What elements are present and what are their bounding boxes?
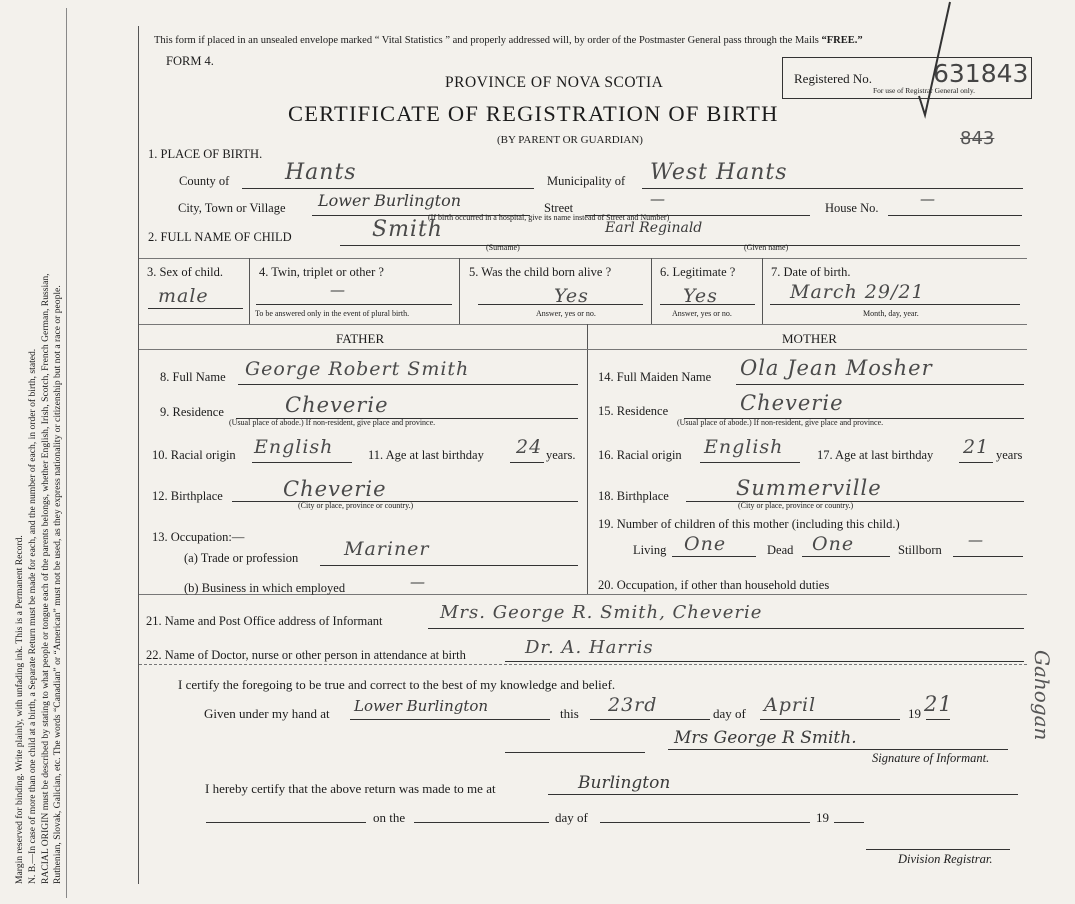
box-divider-2 [459,258,460,324]
doctor-value: Dr. A. Harris [525,637,654,658]
municipality-value: West Hants [650,160,788,185]
registrar-note: For use of Registrar General only. [873,86,975,95]
mother-age-line [959,462,993,463]
blank-line [505,752,645,753]
postal-notice: This form if placed in an unsealed envelope marked “ Vital Statistics ” and properly addressed will, by order of the Postmaster General pass through the Mails “FREE.” [154,35,863,46]
struck-number: 843 [960,128,995,149]
mother-birthplace-label: 18. Birthplace [598,489,669,503]
side-signature: Gahogan [1030,650,1054,741]
mother-residence-note: (Usual place of abode.) If non-resident, give place and province. [677,418,884,427]
on-the-label: on the [373,810,406,825]
year-prefix: 19 [908,706,921,721]
stillborn-line [953,556,1023,557]
page-title: CERTIFICATE OF REGISTRATION OF BIRTH [288,101,779,126]
father-trade-label: (a) Trade or profession [184,551,299,565]
mother-heading: MOTHER [782,331,837,346]
surname-note: (Surname) [486,243,520,252]
twin-line [256,304,452,305]
registrar-place-value: Burlington [578,773,671,793]
informant-signature: Mrs George R Smith. [674,728,857,748]
father-name-value: George Robert Smith [245,358,470,380]
parent-heading-rule [139,349,1027,350]
box-divider-4 [762,258,763,324]
given-place-value: Lower Burlington [354,697,489,715]
mother-occupation-label: 20. Occupation, if other than household duties [598,578,830,592]
registered-number: 631843 [933,59,1029,88]
father-residence-note: (Usual place of abode.) If non-resident, give place and province. [229,418,436,427]
twin-label: 4. Twin, triplet or other ? [259,265,384,279]
informant-label: 21. Name and Post Office address of Informant [146,614,383,628]
day-line [590,719,710,720]
province-heading: PROVINCE OF NOVA SCOTIA [445,74,664,91]
form-number: FORM 4. [166,54,214,68]
certify-text: I certify the foregoing to be true and correct to the best of my knowledge and belief. [178,677,616,692]
father-occupation-label: 13. Occupation:— [152,530,245,544]
house-value: — [920,190,935,208]
child-given-value: Earl Reginald [605,220,703,236]
signature-label: Signature of Informant. [872,751,990,765]
child-surname-value: Smith [372,217,443,242]
signature-line [668,749,1008,750]
mother-racial-label: 16. Racial origin [598,448,682,462]
alive-value: Yes [554,285,589,307]
registrar-check-mark [915,0,955,120]
father-heading: FATHER [336,331,385,346]
doctor-line [505,661,1024,662]
on-the-line [414,822,549,823]
father-racial-value: English [254,436,334,458]
living-value: One [684,533,727,555]
father-business-value: — [410,573,425,591]
father-residence-value: Cheverie [285,393,389,417]
registrar-text: I hereby certify that the above return was made to me at [205,781,496,796]
registrar-year-line [834,822,864,823]
father-age-line [510,462,544,463]
certify-month-value: April [764,694,817,716]
box-divider-1 [249,258,250,324]
date-line [770,304,1020,305]
given-label: Given under my hand at [204,706,330,721]
box-divider-3 [651,258,652,324]
registrar-year-prefix: 19 [816,810,829,825]
county-label: County of [179,174,230,188]
margin-line-4: Ruthenian, Slovak, Galician, etc. The words “Canadian” or “American” must not be used, as they express nationality or citizenship but not a race or people. [52,285,64,884]
house-line [888,215,1022,216]
free-label: “FREE.” [821,35,863,46]
twin-note: To be answered only in the event of plural birth. [255,309,410,318]
father-residence-label: 9. Residence [160,405,224,419]
dead-line [802,556,890,557]
street-value: — [650,190,665,208]
margin-line-3: RACIAL ORIGIN must be described by stating to what people or tongue each of the parents belongs, whether English, Irish, Scotch, French German, Russian, [39,273,51,884]
margin-line-2: N. B.—In case of more than one child at a birth, a Separate Return must be made for each, and the number of each, in order of birth, stated. [26,348,38,884]
municipality-line [642,188,1023,189]
date-label: 7. Date of birth. [771,265,851,279]
father-birthplace-label: 12. Birthplace [152,489,223,503]
certify-year-value: 21 [924,692,953,716]
county-line [242,188,534,189]
mother-years-label: years [996,448,1023,462]
informant-line [428,628,1024,629]
stillborn-label: Stillborn [898,543,942,557]
house-label: House No. [825,201,879,215]
father-age-value: 24 [516,436,543,458]
mother-residence-label: 15. Residence [598,404,669,418]
place-heading: 1. PLACE OF BIRTH. [148,147,263,161]
stillborn-value: — [968,531,983,549]
doctor-label: 22. Name of Doctor, nurse or other person in attendance at birth [146,648,466,662]
this-label: this [560,706,579,721]
street-label: Street [544,201,574,215]
year-line [926,719,950,720]
dead-value: One [812,533,855,555]
registration-box [782,57,1032,99]
certify-divider [139,664,1027,665]
mother-age-value: 21 [963,436,990,458]
mother-birthplace-line [686,501,1024,502]
margin-rule [66,8,67,898]
mother-name-line [736,384,1024,385]
day-of-label: day of [713,706,746,721]
city-label: City, Town or Village [178,201,286,215]
father-racial-line [252,462,352,463]
living-line [672,556,756,557]
father-birthplace-value: Cheverie [283,477,387,501]
county-value: Hants [285,160,357,185]
registrar-month-line [600,822,810,823]
child-name-label: 2. FULL NAME OF CHILD [148,230,292,244]
sex-value: male [158,285,209,307]
parent-divider [587,324,588,594]
row-rule-top [139,258,1027,259]
registrar-blank-line [206,822,366,823]
father-name-line [238,384,578,385]
form-left-border [138,26,139,884]
registered-no-label: Registered No. [794,71,872,86]
legitimate-value: Yes [683,285,718,307]
informant-value: Mrs. George R. Smith, Cheverie [440,602,763,623]
mother-racial-value: English [704,436,784,458]
registrar-signature-label: Division Registrar. [898,852,993,866]
registrar-place-line [548,794,1018,795]
mother-birthplace-value: Summerville [736,476,882,500]
child-name-line [340,245,1020,246]
mother-name-label: 14. Full Maiden Name [598,370,712,384]
hospital-note: (If birth occurred in a hospital, give its name instead of Street and Number) [428,213,670,222]
mother-age-label: 17. Age at last birthday [817,448,934,462]
mother-children-label: 19. Number of children of this mother (including this child.) [598,517,900,531]
sex-line [148,308,243,309]
alive-label: 5. Was the child born alive ? [469,265,612,279]
father-name-label: 8. Full Name [160,370,226,384]
father-birthplace-note: (City or place, province or country.) [298,501,414,510]
margin-instructions [14,24,65,884]
alive-note: Answer, yes or no. [536,309,596,318]
mother-residence-value: Cheverie [740,391,844,415]
legitimate-note: Answer, yes or no. [672,309,732,318]
father-racial-label: 10. Racial origin [152,448,236,462]
mother-racial-line [700,462,800,463]
living-label: Living [633,543,667,557]
page-subtitle: (BY PARENT OR GUARDIAN) [497,134,643,146]
given-note: (Given name) [744,243,789,252]
date-note: Month, day, year. [863,309,919,318]
date-value: March 29/21 [790,281,925,303]
mother-birthplace-note: (City or place, province or country.) [738,501,854,510]
city-value: Lower Burlington [318,191,462,210]
dead-label: Dead [767,543,794,557]
father-years-label: years. [546,448,576,462]
registrar-day-of-label: day of [555,810,588,825]
certify-day-value: 23rd [608,694,658,716]
municipality-label: Municipality of [547,174,626,188]
mother-name-value: Ola Jean Mosher [740,356,933,380]
twin-value: — [330,281,345,299]
registrar-signature-line [866,849,1010,850]
row-rule-bottom [139,324,1027,325]
legitimate-label: 6. Legitimate ? [660,265,736,279]
month-line [760,719,900,720]
given-place-line [350,719,550,720]
father-trade-value: Mariner [344,538,430,560]
sex-label: 3. Sex of child. [147,265,224,279]
father-trade-line [320,565,578,566]
father-age-label: 11. Age at last birthday [368,448,484,462]
father-business-label: (b) Business in which employed [184,581,346,595]
margin-line-1: Margin reserved for binding. Write plainly, with unfading ink. This is a Permanent Record. [14,535,25,884]
